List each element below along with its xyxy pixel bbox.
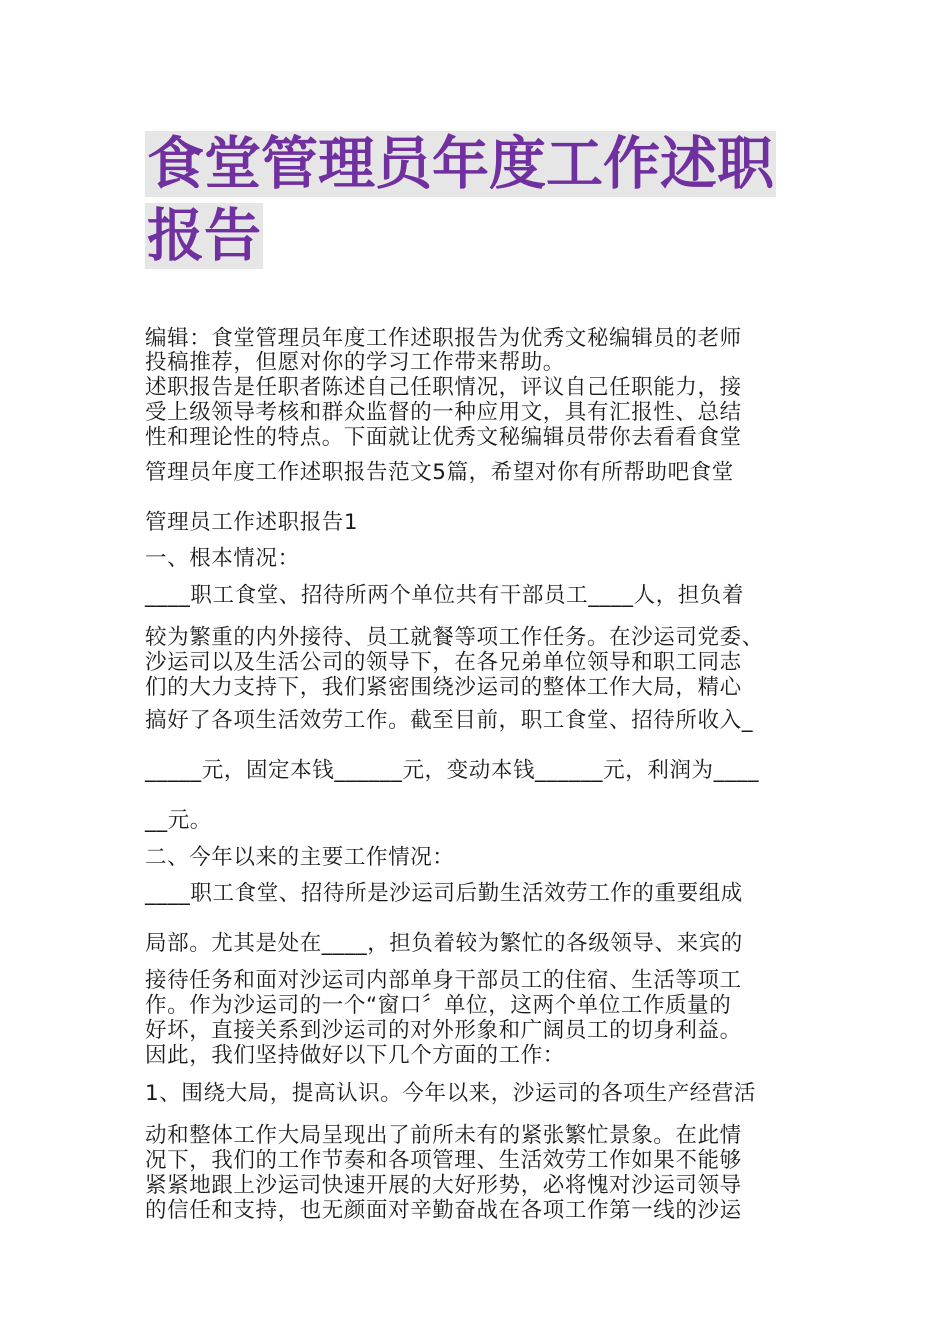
text-line: 管理员年度工作述职报告范文5篇，希望对你有所帮助吧食堂 [145,460,734,485]
text-line: 动和整体工作大局呈现出了前所未有的紧张繁忙景象。在此情 [145,1123,742,1148]
text-line: 搞好了各项生活效劳工作。截至目前，职工食堂、招待所收入_ [145,708,754,733]
text-line: 况下，我们的工作节奏和各项管理、生活效劳工作如果不能够 [145,1148,742,1173]
text-line: 管理员工作述职报告1 [145,510,359,535]
title-line-1: 食堂管理员年度工作述职 [147,131,774,197]
text-line: 受上级领导考核和群众监督的一种应用文，具有汇报性、总结 [145,400,742,425]
text-line: _____元，固定本钱______元，变动本钱______元，利润为____ [145,758,760,783]
text-line: 的信任和支持，也无颜面对辛勤奋战在各项工作第一线的沙运 [145,1198,742,1223]
text-line: 编辑：食堂管理员年度工作述职报告为优秀文秘编辑员的老师 [145,326,742,351]
text-line: 沙运司以及生活公司的领导下，在各兄弟单位领导和职工同志 [145,650,742,675]
section-heading: 二、今年以来的主要工作情况： [145,845,455,870]
text-line: 因此，我们坚持做好以下几个方面的工作： [145,1043,565,1068]
text-line: 紧紧地跟上沙运司快速开展的大好形势，必将愧对沙运司领导 [145,1173,742,1198]
text-line: __元。 [145,808,212,833]
text-line: 1、围绕大局，提高认识。今年以来，沙运司的各项生产经营活 [145,1081,756,1106]
text-line: 接待任务和面对沙运司内部单身干部员工的住宿、生活等项工 [145,968,742,993]
text-line: 作。作为沙运司的一个“窗口〞单位，这两个单位工作质量的 [145,993,732,1018]
text-line: 性和理论性的特点。下面就让优秀文秘编辑员带你去看看食堂 [145,425,742,450]
title-line-2: 报告 [147,203,261,269]
text-line: 们的大力支持下，我们紧密围绕沙运司的整体工作大局，精心 [145,675,742,700]
document-title [145,128,815,272]
text-line: 好坏，直接关系到沙运司的对外形象和广阔员工的切身利益。 [145,1018,742,1043]
section-heading: 一、根本情况： [145,546,300,571]
text-line: ____职工食堂、招待所是沙运司后勤生活效劳工作的重要组成 [145,881,743,906]
text-line: ____职工食堂、招待所两个单位共有干部员工____人，担负着 [145,583,745,608]
text-line: 述职报告是任职者陈述自己任职情况，评议自己任职能力，接 [145,375,742,400]
text-line: 较为繁重的内外接待、员工就餐等项工作任务。在沙运司党委、 [145,625,764,650]
text-line: 局部。尤其是处在____，担负着较为繁忙的各级领导、来宾的 [145,931,743,956]
text-line: 投稿推荐，但愿对你的学习工作带来帮助。 [145,350,565,375]
